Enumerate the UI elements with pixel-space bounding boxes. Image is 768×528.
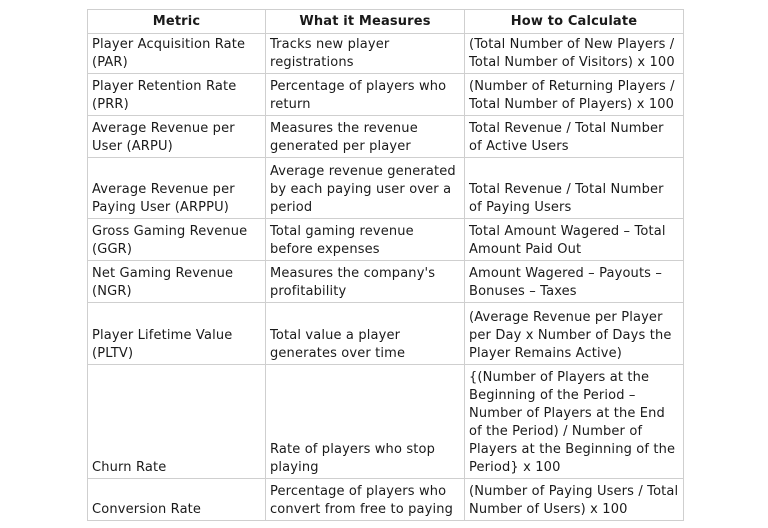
calculate-cell: Total Revenue / Total Number of Paying Users bbox=[465, 158, 684, 219]
header-how-to-calculate: How to Calculate bbox=[465, 10, 684, 34]
metric-cell: Player Retention Rate (PRR) bbox=[88, 74, 266, 116]
calculate-cell: (Average Revenue per Player per Day x Number of Days the Player Remains Active) bbox=[465, 303, 684, 365]
metric-cell: Average Revenue per User (ARPU) bbox=[88, 116, 266, 158]
table-row bbox=[88, 303, 684, 365]
calculate-cell: (Number of Returning Players / Total Number of Players) x 100 bbox=[465, 74, 684, 116]
calculate-cell: Total Revenue / Total Number of Active Users bbox=[465, 116, 684, 158]
measures-cell: Tracks new player registrations bbox=[266, 34, 465, 74]
header-metric: Metric bbox=[88, 10, 266, 34]
measures-cell: Measures the company's profitability bbox=[266, 261, 465, 303]
table-row bbox=[88, 34, 684, 74]
metric-cell: Churn Rate bbox=[88, 365, 266, 479]
calculate-cell: Amount Wagered – Payouts – Bonuses – Taxes bbox=[465, 261, 684, 303]
metric-cell: Net Gaming Revenue (NGR) bbox=[88, 261, 266, 303]
table-row bbox=[88, 74, 684, 116]
metric-cell: Player Lifetime Value (PLTV) bbox=[88, 303, 266, 365]
header-what-it-measures: What it Measures bbox=[266, 10, 465, 34]
table-row bbox=[88, 116, 684, 158]
measures-cell: Rate of players who stop playing bbox=[266, 365, 465, 479]
measures-cell: Percentage of players who convert from free to paying bbox=[266, 479, 465, 521]
measures-cell: Total gaming revenue before expenses bbox=[266, 219, 465, 261]
table-row bbox=[88, 365, 684, 479]
calculate-cell: (Total Number of New Players / Total Number of Visitors) x 100 bbox=[465, 34, 684, 74]
calculate-cell: Total Amount Wagered – Total Amount Paid Out bbox=[465, 219, 684, 261]
measures-cell: Percentage of players who return bbox=[266, 74, 465, 116]
metric-cell: Conversion Rate bbox=[88, 479, 266, 521]
metrics-table bbox=[87, 9, 684, 521]
measures-cell: Average revenue generated by each paying user over a period bbox=[266, 158, 465, 219]
measures-cell: Measures the revenue generated per player bbox=[266, 116, 465, 158]
table-row bbox=[88, 261, 684, 303]
metric-cell: Average Revenue per Paying User (ARPPU) bbox=[88, 158, 266, 219]
metric-cell: Gross Gaming Revenue (GGR) bbox=[88, 219, 266, 261]
table-row bbox=[88, 479, 684, 521]
table-header-row bbox=[88, 10, 684, 34]
table-row bbox=[88, 219, 684, 261]
table-row bbox=[88, 158, 684, 219]
calculate-cell: {(Number of Players at the Beginning of the Period – Number of Players at the End of the Period) / Number of Players at the Beginning of the Period} x 100 bbox=[465, 365, 684, 479]
calculate-cell: (Number of Paying Users / Total Number of Users) x 100 bbox=[465, 479, 684, 521]
measures-cell: Total value a player generates over time bbox=[266, 303, 465, 365]
metric-cell: Player Acquisition Rate (PAR) bbox=[88, 34, 266, 74]
